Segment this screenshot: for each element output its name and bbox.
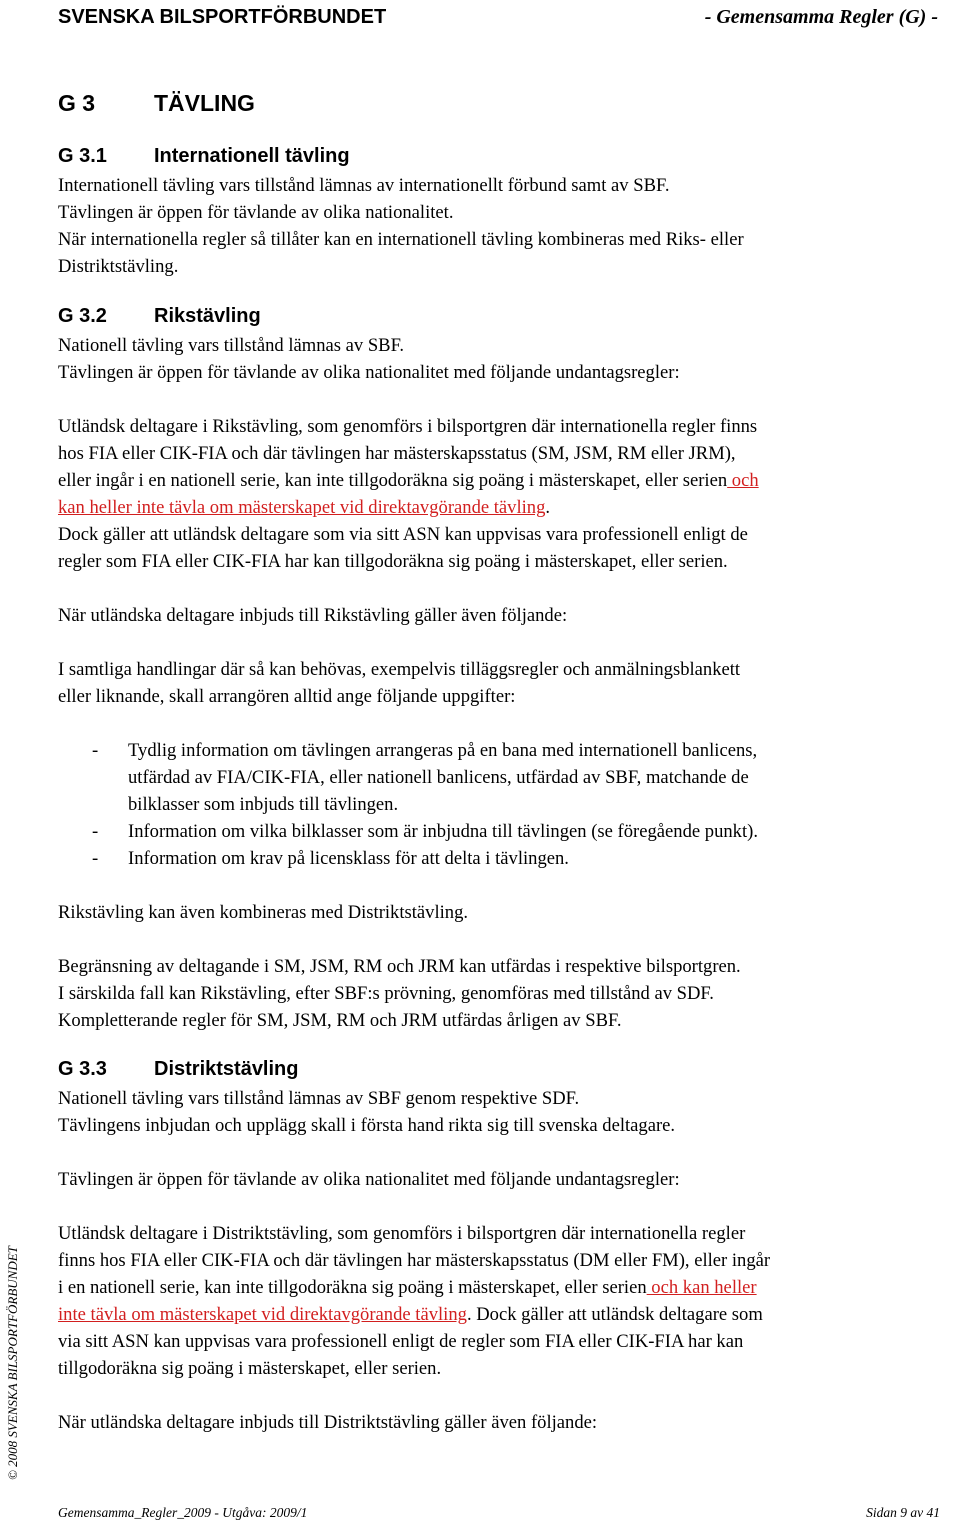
g32-p6-line: Kompletterande regler för SM, JSM, RM och JRM utfärdas årligen av SBF.	[58, 1010, 622, 1031]
g33-p2-line: via sitt ASN kan uppvisas vara professionell enligt de regler som FIA eller CIK-FIA har kan	[58, 1331, 744, 1352]
g33-p2-line: Utländsk deltagare i Distriktstävling, som genomförs i bilsportgren där internationella regler	[58, 1223, 746, 1244]
g32-intro-line: Tävlingen är öppen för tävlande av olika nationalitet med följande undantagsregler:	[58, 362, 680, 383]
section-number-g33: G 3.3	[58, 1058, 107, 1080]
g33-p2-text: i en nationell serie, kan inte tillgodoräkna sig poäng i mästerskapet, eller serien	[58, 1277, 647, 1298]
bullet-line: utfärdad av FIA/CIK-FIA, eller nationell banlicens, utfärdad av SBF, matchande de	[128, 767, 749, 788]
bullet-dash: -	[92, 821, 99, 842]
g32-p1-text: eller ingår i en nationell serie, kan inte tillgodoräkna sig poäng i mästerskapet, eller serien	[58, 470, 728, 491]
bullet-line: bilklasser som inbjuds till tävlingen.	[128, 794, 399, 815]
section-title-tavling: TÄVLING	[154, 90, 255, 116]
g33-p3: När utländska deltagare inbjuds till Distriktstävling gäller även följande:	[58, 1412, 598, 1433]
g32-p1-line: Utländsk deltagare i Rikstävling, som genomförs i bilsportgren där internationella regler finns	[58, 416, 758, 437]
g32-intro-line: Nationell tävling vars tillstånd lämnas av SBF.	[58, 335, 405, 356]
copyright-sidebar: © 2008 SVENSKA BILSPORTFÖRBUNDET	[5, 1246, 20, 1480]
g32-p4-line: I samtliga handlingar där så kan behövas, exempelvis tilläggsregler och anmälningsblankett	[58, 659, 741, 680]
g32-p1-text: .	[545, 497, 551, 518]
bullet-line: Information om krav på licensklass för att delta i tävlingen.	[128, 848, 569, 869]
g33-p2-line: tillgodoräkna sig poäng i mästerskapet, eller serien.	[58, 1358, 442, 1379]
g33-p2-line: finns hos FIA eller CIK-FIA och där tävlingen har mästerskapsstatus (DM eller FM), eller ingår	[58, 1250, 771, 1271]
header-organization: SVENSKA BILSPORTFÖRBUNDET	[58, 6, 387, 28]
g33-p1: Tävlingen är öppen för tävlande av olika nationalitet med följande undantagsregler:	[58, 1169, 680, 1190]
section-number-g32: G 3.2	[58, 305, 107, 327]
g31-line: Internationell tävling vars tillstånd lämnas av internationellt förbund samt av SBF.	[58, 175, 670, 196]
g33-amendment-text: inte tävla om mästerskapet vid direktavgörande tävling	[58, 1304, 467, 1325]
g33-p2-line	[58, 1274, 757, 1301]
bullet-line: Information om vilka bilklasser som är inbjudna till tävlingen (se föregående punkt).	[128, 821, 758, 842]
bullet-dash: -	[92, 848, 99, 869]
g32-p2-line: regler som FIA eller CIK-FIA har kan tillgodoräkna sig poäng i mästerskapet, eller serien.	[58, 551, 728, 572]
g32-p1-line	[58, 494, 550, 521]
header-document-title: - Gemensamma Regler (G) -	[704, 6, 938, 28]
g32-amendment-text: kan heller inte tävla om mästerskapet vid direktavgörande tävling	[58, 497, 546, 518]
g31-line: När internationella regler så tillåter kan en internationell tävling kombineras med Riks- eller	[58, 229, 744, 250]
footer-document-version: Gemensamma_Regler_2009 - Utgåva: 2009/1	[58, 1505, 308, 1520]
bullet-dash: -	[92, 740, 99, 761]
g32-p5: Rikstävling kan även kombineras med Distriktstävling.	[58, 902, 469, 923]
section-title-rikstavling: Rikstävling	[154, 305, 261, 327]
section-number-g31: G 3.1	[58, 145, 107, 167]
footer-page-number: Sidan 9 av 41	[866, 1505, 940, 1520]
g32-p3: När utländska deltagare inbjuds till Rikstävling gäller även följande:	[58, 605, 568, 626]
section-number-g3: G 3	[58, 90, 96, 116]
g32-p1-line: hos FIA eller CIK-FIA och där tävlingen har mästerskapsstatus (SM, JSM, RM eller JRM),	[58, 443, 736, 464]
g31-line: Distriktstävling.	[58, 256, 179, 277]
g33-amendment-text: och kan heller	[646, 1277, 757, 1298]
g32-p1-line	[58, 467, 759, 494]
g33-p2-text: . Dock gäller att utländsk deltagare som	[466, 1304, 763, 1325]
g33-p2-line	[58, 1301, 763, 1328]
g31-line: Tävlingen är öppen för tävlande av olika nationalitet.	[58, 202, 454, 223]
g32-p6-line: Begränsning av deltagande i SM, JSM, RM och JRM kan utfärdas i respektive bilsportgren.	[58, 956, 741, 977]
g32-p2-line: Dock gäller att utländsk deltagare som via sitt ASN kan uppvisas vara professionell enligt de	[58, 524, 748, 545]
section-title-distriktstavling: Distriktstävling	[154, 1058, 299, 1080]
g33-intro-line: Nationell tävling vars tillstånd lämnas av SBF genom respektive SDF.	[58, 1088, 580, 1109]
g32-amendment-text: och	[727, 470, 759, 491]
bullet-line: Tydlig information om tävlingen arrangeras på en bana med internationell banlicens,	[128, 740, 758, 761]
section-title-internationell: Internationell tävling	[154, 145, 350, 167]
g33-intro-line: Tävlingens inbjudan och upplägg skall i första hand rikta sig till svenska deltagare.	[58, 1115, 676, 1136]
g32-p4-line: eller liknande, skall arrangören alltid ange följande uppgifter:	[58, 686, 516, 707]
g32-p6-line: I särskilda fall kan Rikstävling, efter SBF:s prövning, genomföras med tillstånd av SDF.	[58, 983, 714, 1004]
